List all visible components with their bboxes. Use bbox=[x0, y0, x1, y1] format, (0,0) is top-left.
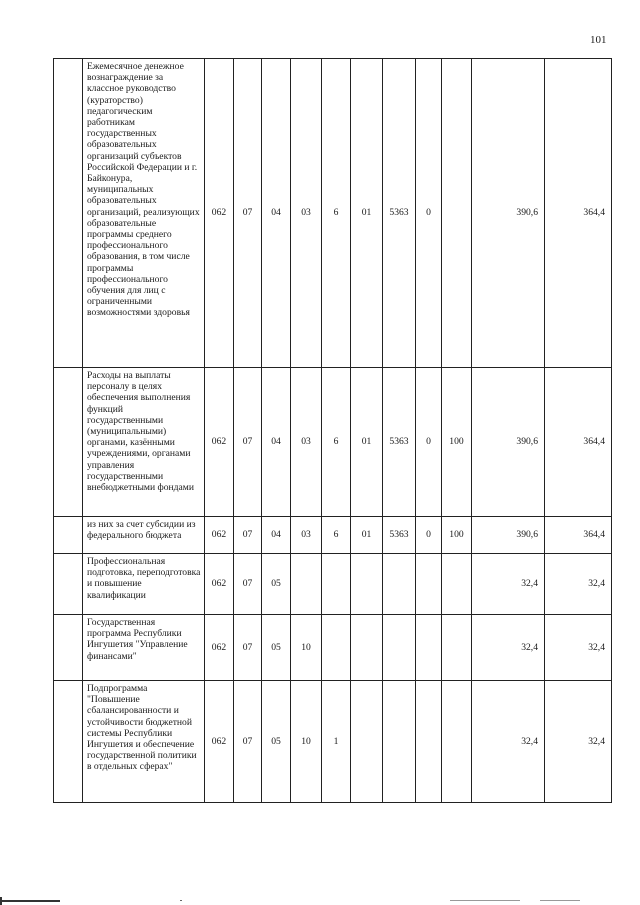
code-cell: 03 bbox=[291, 517, 322, 554]
code-cell: 062 bbox=[205, 615, 234, 681]
table-row bbox=[54, 615, 612, 681]
code-cell: 01 bbox=[351, 517, 383, 554]
amount-cell: 32,4 bbox=[545, 681, 612, 803]
amount-cell: 364,4 bbox=[545, 517, 612, 554]
code-cell: 05 bbox=[262, 681, 291, 803]
code-cell: 07 bbox=[234, 554, 262, 615]
code-cell: 10 bbox=[291, 681, 322, 803]
code-cell: 0 bbox=[416, 517, 442, 554]
code-cell bbox=[383, 681, 416, 803]
row-description: Профессиональная подготовка, переподготовка и повышение квалификации bbox=[83, 554, 205, 615]
code-cell: 5363 bbox=[383, 368, 416, 517]
code-cell bbox=[291, 554, 322, 615]
code-cell: 07 bbox=[234, 517, 262, 554]
row-index-cell bbox=[54, 517, 83, 554]
code-cell: 062 bbox=[205, 681, 234, 803]
code-cell: 07 bbox=[234, 681, 262, 803]
code-cell: 062 bbox=[205, 59, 234, 368]
code-cell: 6 bbox=[322, 368, 351, 517]
row-index-cell bbox=[54, 681, 83, 803]
code-cell bbox=[416, 554, 442, 615]
code-cell: 062 bbox=[205, 517, 234, 554]
code-cell: 5363 bbox=[383, 59, 416, 368]
row-description: из них за счет субсидии из федерального бюджета bbox=[83, 517, 205, 554]
row-index-cell bbox=[54, 615, 83, 681]
code-cell bbox=[442, 554, 472, 615]
code-cell: 100 bbox=[442, 368, 472, 517]
code-cell bbox=[416, 615, 442, 681]
code-cell: 6 bbox=[322, 517, 351, 554]
row-index-cell bbox=[54, 554, 83, 615]
code-cell: 04 bbox=[262, 368, 291, 517]
row-index-cell bbox=[54, 368, 83, 517]
code-cell: 03 bbox=[291, 368, 322, 517]
amount-cell: 364,4 bbox=[545, 368, 612, 517]
budget-table bbox=[53, 58, 612, 803]
code-cell: 1 bbox=[322, 681, 351, 803]
row-description: Подпрограмма "Повышение сбалансированности и устойчивости бюджетной системы Республики Ингушетия и обеспечение государственной политики в отдельных сферах" bbox=[83, 681, 205, 803]
code-cell: 04 bbox=[262, 517, 291, 554]
table-row bbox=[54, 681, 612, 803]
code-cell: 07 bbox=[234, 59, 262, 368]
page-number: 101 bbox=[590, 34, 607, 46]
amount-cell: 390,6 bbox=[472, 517, 545, 554]
code-cell: 07 bbox=[234, 368, 262, 517]
row-index-cell bbox=[54, 59, 83, 368]
code-cell bbox=[442, 681, 472, 803]
table-row bbox=[54, 59, 612, 368]
code-cell: 05 bbox=[262, 554, 291, 615]
code-cell: 5363 bbox=[383, 517, 416, 554]
amount-cell: 364,4 bbox=[545, 59, 612, 368]
code-cell: 07 bbox=[234, 615, 262, 681]
code-cell bbox=[383, 554, 416, 615]
code-cell: 0 bbox=[416, 59, 442, 368]
code-cell: 6 bbox=[322, 59, 351, 368]
code-cell: 04 bbox=[262, 59, 291, 368]
row-description: Ежемесячное денежное вознаграждение за классное руководство (кураторство) педагогическим работникам государственных образовательных организаций субъектов Российской Федерации и г. Байконура, муниципальных образовательных организаций, реализующих образовательные программы среднего профессионального образования, в том числе программы профессионального обучения для лиц с ограниченными возможностями здоровья bbox=[83, 59, 205, 368]
code-cell: 0 bbox=[416, 368, 442, 517]
scan-edge-marks bbox=[0, 897, 640, 905]
code-cell: 03 bbox=[291, 59, 322, 368]
amount-cell: 32,4 bbox=[545, 554, 612, 615]
code-cell bbox=[351, 554, 383, 615]
code-cell bbox=[351, 681, 383, 803]
amount-cell: 32,4 bbox=[472, 615, 545, 681]
table-row bbox=[54, 554, 612, 615]
row-description: Расходы на выплаты персоналу в целях обеспечения выполнения функций государственными (муниципальными) органами, казёнными учреждениями, органами управления государственными внебюджетными фондами bbox=[83, 368, 205, 517]
code-cell: 01 bbox=[351, 59, 383, 368]
code-cell: 100 bbox=[442, 517, 472, 554]
code-cell bbox=[442, 59, 472, 368]
code-cell: 062 bbox=[205, 368, 234, 517]
code-cell bbox=[351, 615, 383, 681]
code-cell bbox=[442, 615, 472, 681]
table-row bbox=[54, 517, 612, 554]
code-cell: 01 bbox=[351, 368, 383, 517]
amount-cell: 32,4 bbox=[545, 615, 612, 681]
table-row bbox=[54, 368, 612, 517]
row-description: Государственная программа Республики Ингушетия "Управление финансами" bbox=[83, 615, 205, 681]
amount-cell: 32,4 bbox=[472, 681, 545, 803]
code-cell: 05 bbox=[262, 615, 291, 681]
amount-cell: 32,4 bbox=[472, 554, 545, 615]
amount-cell: 390,6 bbox=[472, 59, 545, 368]
code-cell bbox=[383, 615, 416, 681]
code-cell bbox=[322, 615, 351, 681]
code-cell: 062 bbox=[205, 554, 234, 615]
code-cell bbox=[322, 554, 351, 615]
amount-cell: 390,6 bbox=[472, 368, 545, 517]
code-cell: 10 bbox=[291, 615, 322, 681]
code-cell bbox=[416, 681, 442, 803]
